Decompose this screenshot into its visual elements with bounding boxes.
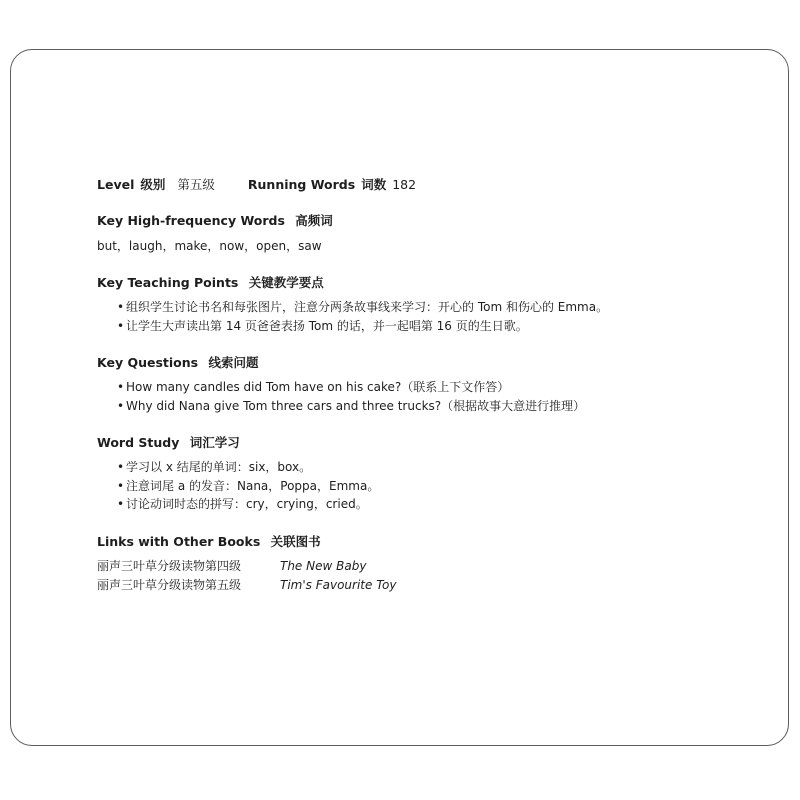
level-row xyxy=(97,175,737,193)
linked-book-row xyxy=(97,557,737,576)
linked-book-row xyxy=(97,576,737,595)
running-words-value: 182 xyxy=(392,177,417,192)
word-study-list xyxy=(97,458,737,514)
section-title xyxy=(97,212,737,230)
level-label-cn: 级别 xyxy=(140,177,166,192)
list-item: • 让学生大声读出第 14 页爸爸表扬 Tom 的话，并一起唱第 16 页的生日歌。 xyxy=(117,317,737,336)
high-frequency-section xyxy=(97,212,737,255)
section-title xyxy=(97,434,737,452)
word-study-section xyxy=(97,434,737,514)
key-questions-list xyxy=(97,378,737,415)
linked-book-series: 丽声三叶草分级读物第四级 xyxy=(97,558,242,573)
section-title-cn: 高频词 xyxy=(295,213,333,228)
section-title xyxy=(97,274,737,292)
section-title-cn: 词汇学习 xyxy=(189,435,240,450)
running-words-label: Running Words xyxy=(247,177,356,192)
section-title-en: Key Teaching Points xyxy=(97,275,239,290)
key-questions-section xyxy=(97,354,737,415)
high-frequency-words: but，laugh，make，now，open，saw xyxy=(97,239,322,253)
list-item: • 讨论动词时态的拼写：cry，crying，cried。 xyxy=(117,495,737,514)
section-title-cn: 关键教学要点 xyxy=(248,275,324,290)
lesson-guide xyxy=(97,175,737,595)
section-title xyxy=(97,533,737,551)
linked-book-title: The New Baby xyxy=(280,558,367,573)
section-title-cn: 线索问题 xyxy=(208,355,259,370)
section-title-en: Key Questions xyxy=(97,355,199,370)
level-label: Level xyxy=(97,177,135,192)
section-title-cn: 关联图书 xyxy=(270,533,321,549)
section-title xyxy=(97,354,737,372)
section-title-en: Links with Other Books xyxy=(97,533,261,549)
list-item: • 组织学生讨论书名和每张图片，注意分两条故事线来学习：开心的 Tom 和伤心的 Emma。 xyxy=(117,298,737,317)
list-item: • Why did Nana give Tom three cars and three trucks?（根据故事大意进行推理） xyxy=(117,397,737,416)
level-value: 第五级 xyxy=(177,177,215,192)
section-title-en: Key High-frequency Words xyxy=(97,213,285,228)
links-section xyxy=(97,533,737,595)
linked-book-title: Tim's Favourite Toy xyxy=(280,577,397,592)
teaching-points-section xyxy=(97,274,737,335)
section-title-en: Word Study xyxy=(97,435,180,450)
list-item: • 注意词尾 a 的发音：Nana，Poppa，Emma。 xyxy=(117,477,737,496)
list-item: • 学习以 x 结尾的单词：six，box。 xyxy=(117,458,737,477)
teaching-points-list xyxy=(97,298,737,335)
linked-books-list xyxy=(97,557,737,595)
list-item: • How many candles did Tom have on his cake?（联系上下文作答） xyxy=(117,378,737,397)
running-words-label-cn: 词数 xyxy=(361,177,387,192)
linked-book-series: 丽声三叶草分级读物第五级 xyxy=(97,577,242,592)
